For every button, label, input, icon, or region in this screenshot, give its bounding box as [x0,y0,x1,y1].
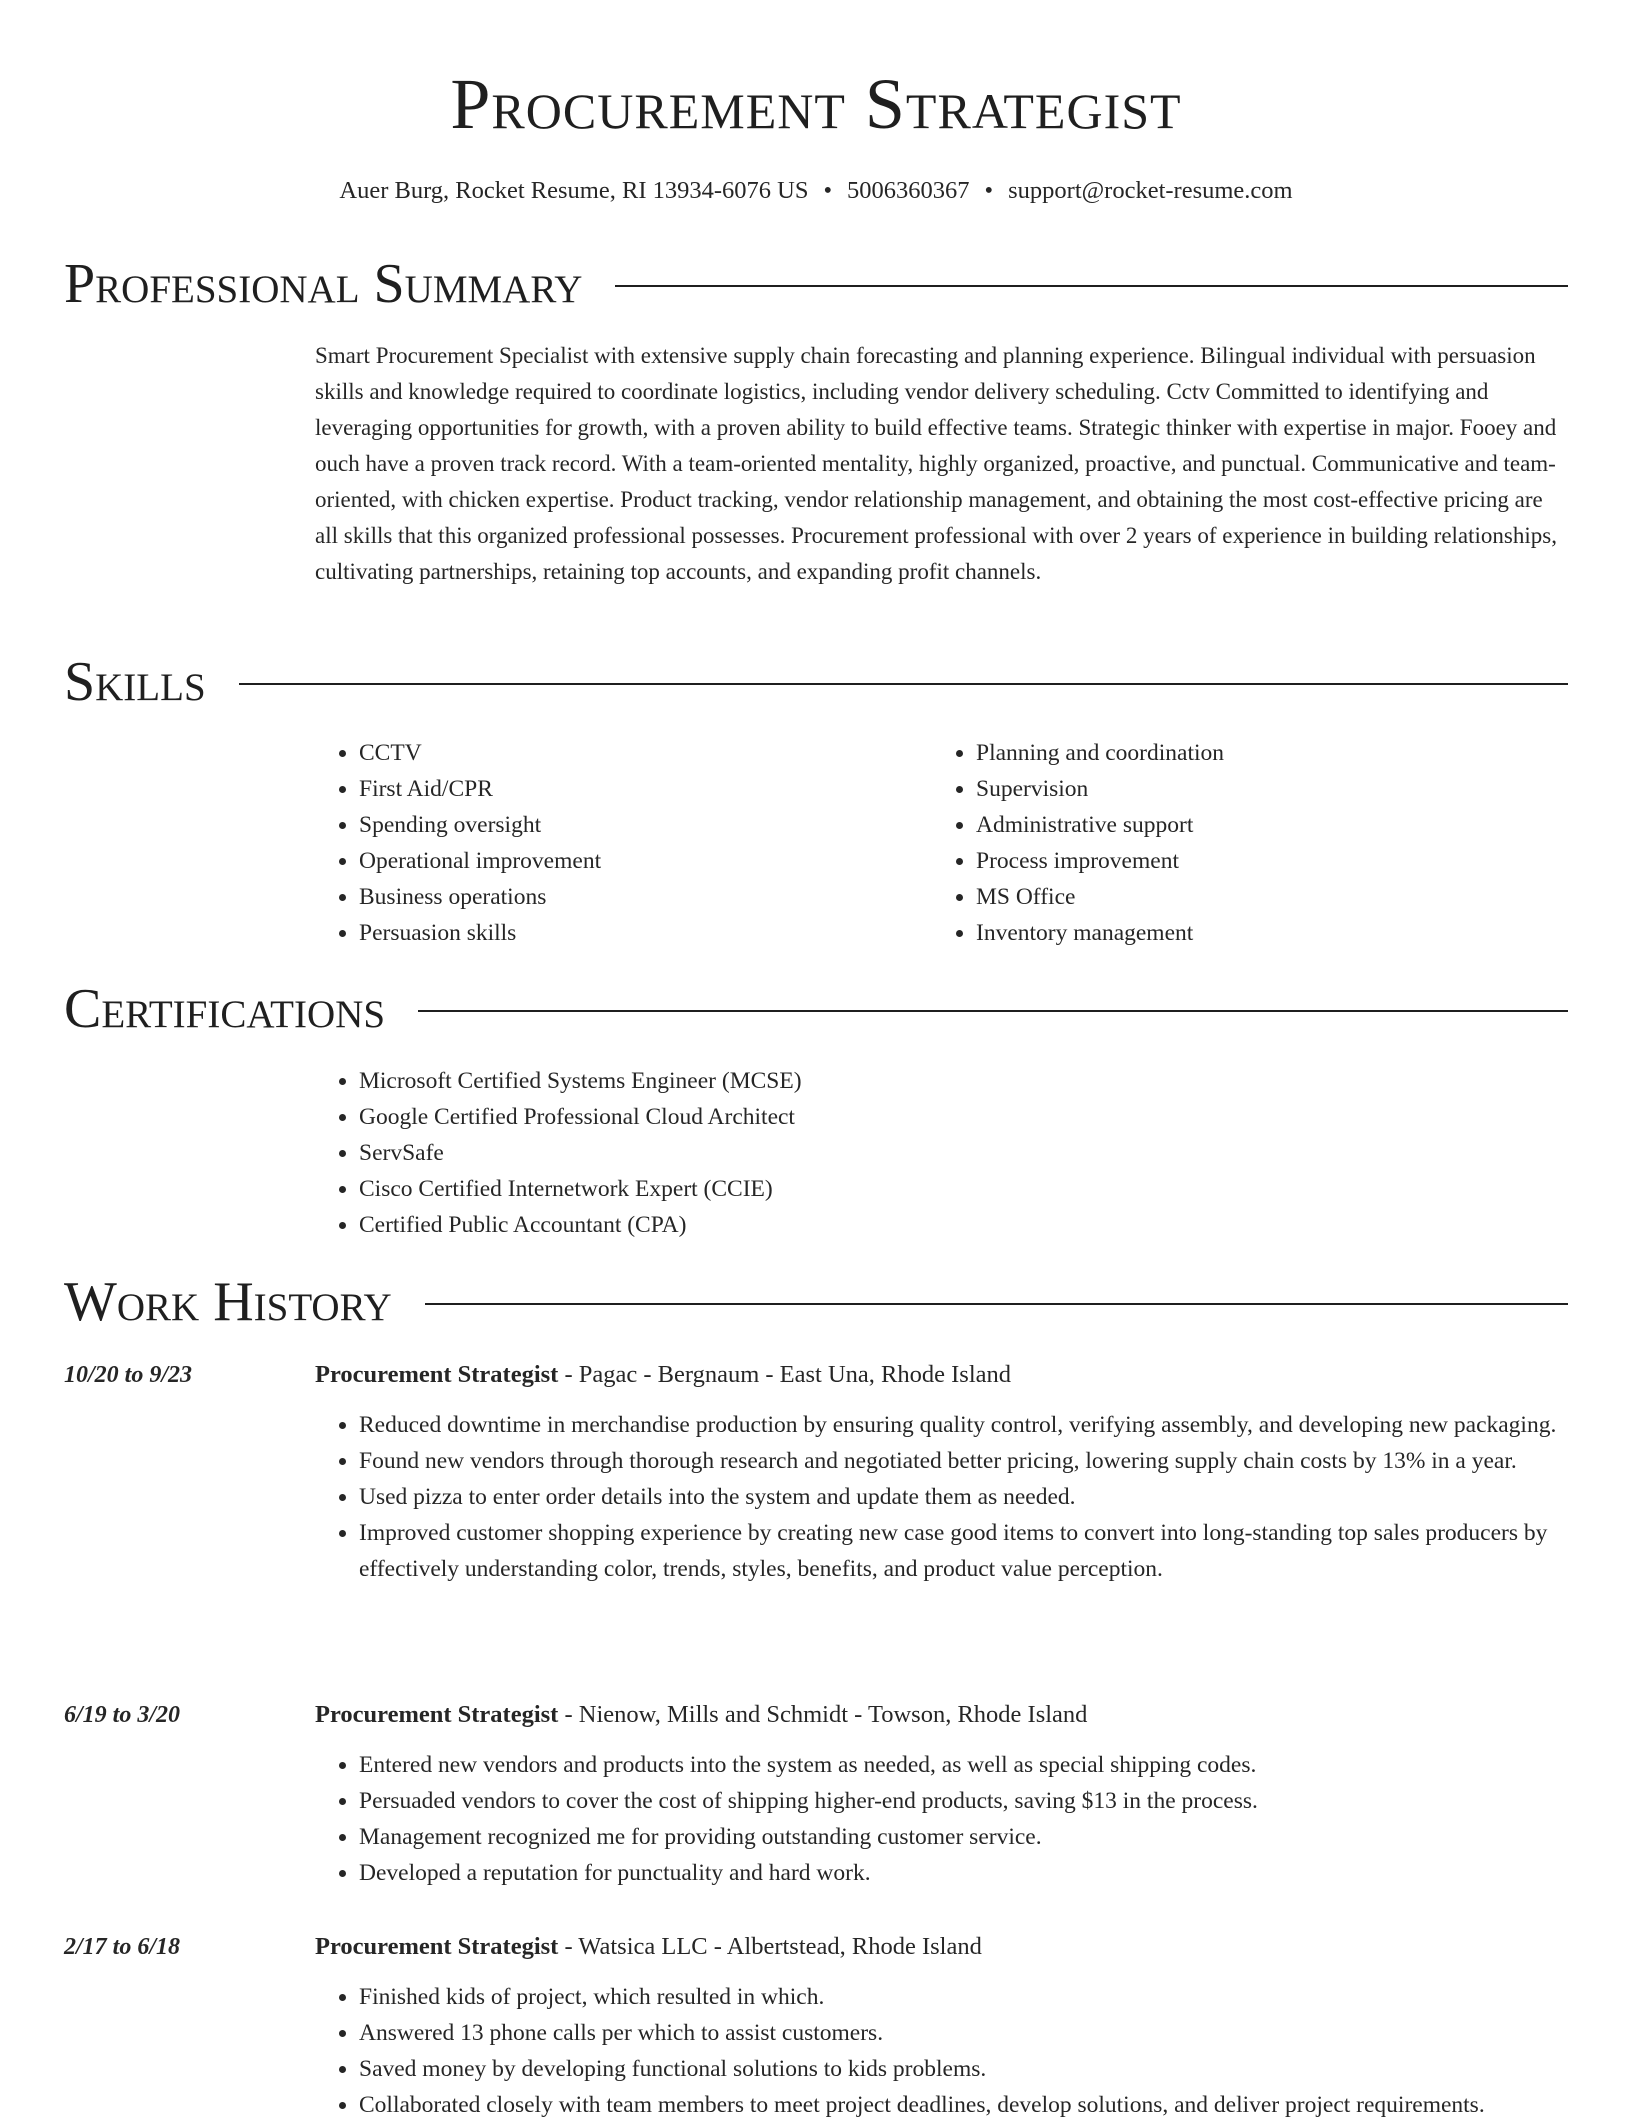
section-divider [418,1010,1568,1012]
summary-text: Smart Procurement Specialist with extensive supply chain forecasting and planning experience. Bilingual individual with persuasion skills and knowledge required to coordinate logistics, including vendor delivery scheduling. Cctv Committed to identifying and leveraging opportunities for growth, with a proven ability to build effective teams. Strategic thinker with expertise in major. Fooey and ouch have a proven track record. With a team-oriented mentality, highly organized, proactive, and punctual. Communicative and team-oriented, with chicken expertise. Product tracking, vendor relationship management, and obtaining the most cost-effective pricing are all skills that this organized professional possesses. Procurement professional with over 2 years of experience in building relationships, cultivating partnerships, retaining top accounts, and expanding profit channels. [315,343,1557,584]
skill-item: • Process improvement [976,843,1224,879]
job-bullet-list [315,1407,1568,1587]
certification-item: • Google Certified Professional Cloud Architect [359,1099,802,1135]
job-heading [315,1697,1087,1733]
job-employer-location: - Nienow, Mills and Schmidt - Towson, Rhode Island [558,1701,1088,1728]
skill-item: • CCTV [359,735,601,771]
job-heading [315,1929,982,1965]
section-title-certifications: Certifications [64,978,386,1040]
job-bullet: • Answered 13 phone calls per which to assist customers. [359,2015,1568,2051]
certification-item: • ServSafe [359,1135,802,1171]
job-bullet: • Management recognized me for providing outstanding customer service. [359,1819,1568,1855]
work-history-section-header [64,1270,1568,1334]
certifications-list [315,1063,802,1243]
contact-separator: • [823,177,833,204]
skill-item: • Inventory management [976,915,1224,951]
job-bullet: • Found new vendors through thorough research and negotiated better pricing, lowering supply chain costs by 13% in a year. [359,1443,1568,1479]
section-divider [615,285,1568,287]
section-title-work-history: Work History [64,1271,392,1333]
job-heading [315,1357,1011,1393]
certification-item: • Microsoft Certified Systems Engineer (MCSE) [359,1063,802,1099]
section-title-skills: Skills [64,651,206,713]
job-bullet-list [315,1747,1568,1891]
skills-section-header [64,650,1568,714]
job-bullet: • Entered new vendors and products into the system as needed, as well as special shipping codes. [359,1747,1568,1783]
skill-item: • Planning and coordination [976,735,1224,771]
job-employer-location: - Pagac - Bergnaum - East Una, Rhode Island [558,1361,1012,1388]
job-employer-location: - Watsica LLC - Albertstead, Rhode Island [558,1933,982,1960]
candidate-name: Procurement Strategist [450,64,1182,144]
job-bullet: • Collaborated closely with team members to meet project deadlines, develop solutions, and deliver project requirements. [359,2087,1568,2123]
job-dates: 2/17 to 6/18 [64,1934,181,1960]
section-title-summary: Professional Summary [64,253,583,315]
skill-item: • First Aid/CPR [359,771,601,807]
job-bullet: • Persuaded vendors to cover the cost of shipping higher-end products, saving $13 in the process. [359,1783,1568,1819]
contact-email: support@rocket-resume.com [1008,177,1293,204]
contact-address: Auer Burg, Rocket Resume, RI 13934-6076 US [339,177,809,204]
job-bullet: • Reduced downtime in merchandise production by ensuring quality control, verifying assembly, and developing new packaging. [359,1407,1568,1443]
summary-section-header [64,252,1568,316]
job-bullet-list [315,1979,1568,2123]
skill-item: • MS Office [976,879,1224,915]
job-title: Procurement Strategist [315,1361,559,1388]
job-bullet: • Improved customer shopping experience by creating new case good items to convert into long-standing top sales producers by effectively understanding color, trends, styles, benefits, and product value perception. [359,1515,1568,1587]
certification-item: • Cisco Certified Internetwork Expert (CCIE) [359,1171,802,1207]
job-bullet: • Finished kids of project, which resulted in which. [359,1979,1568,2015]
skills-list-right [932,735,1224,951]
skill-item: • Administrative support [976,807,1224,843]
job-bullet: • Saved money by developing functional solutions to kids problems. [359,2051,1568,2087]
contact-phone: 5006360367 [847,177,970,204]
contact-separator: • [984,177,994,204]
job-title: Procurement Strategist [315,1701,559,1728]
job-dates: 6/19 to 3/20 [64,1702,181,1728]
skill-item: • Business operations [359,879,601,915]
job-bullet: • Developed a reputation for punctuality and hard work. [359,1855,1568,1891]
certifications-section-header [64,977,1568,1041]
job-title: Procurement Strategist [315,1933,559,1960]
skill-item: • Operational improvement [359,843,601,879]
skill-item: • Supervision [976,771,1224,807]
section-divider [239,683,1568,685]
certification-item: • Certified Public Accountant (CPA) [359,1207,802,1243]
job-dates: 10/20 to 9/23 [64,1362,193,1388]
skill-item: • Spending oversight [359,807,601,843]
skill-item: • Persuasion skills [359,915,601,951]
skills-list-left [315,735,601,951]
job-bullet: • Used pizza to enter order details into the system and update them as needed. [359,1479,1568,1515]
section-divider [425,1303,1568,1305]
contact-line [0,174,1632,208]
